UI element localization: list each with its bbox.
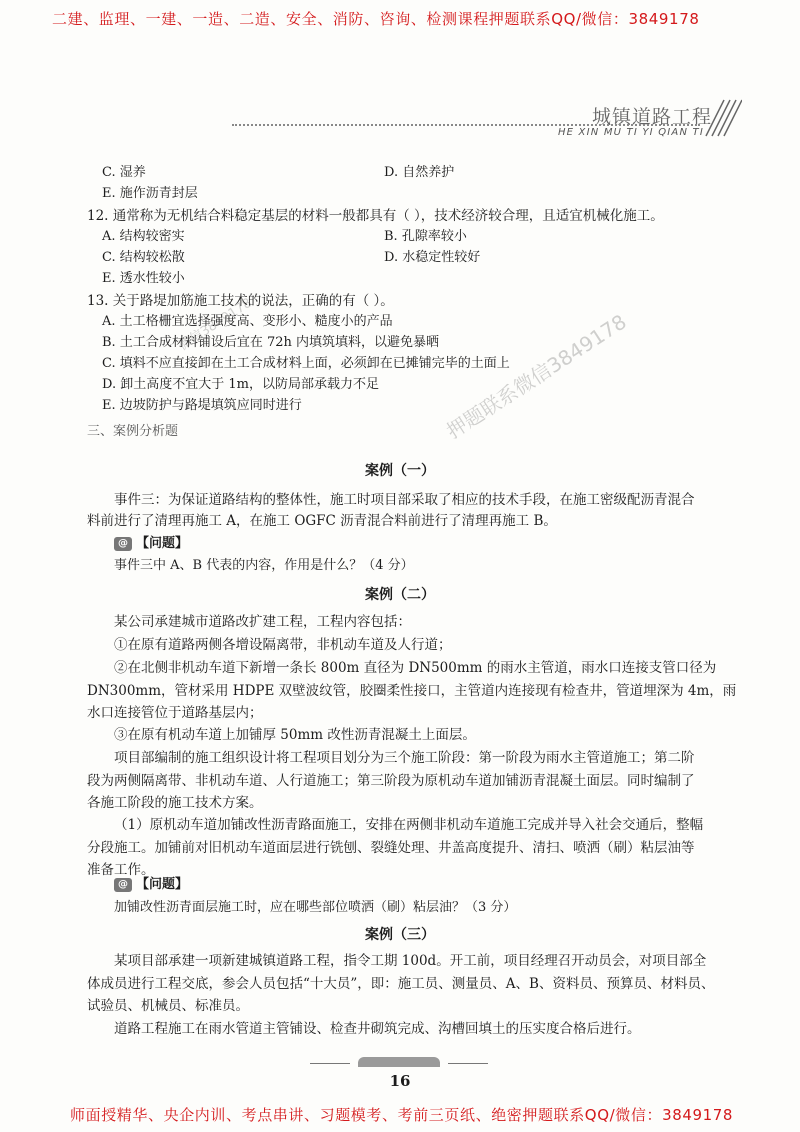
case-body-line: 分段施工。加铺前对旧机动车道面层进行铣刨、裂缝处理、井盖高度提升、清扫、喷洒（刷）粘层油等 xyxy=(87,840,695,856)
header-subtitle: HE XIN MU TI YI QIAN TI xyxy=(557,127,704,138)
case-body-line: 水口连接管位于道路基层内； xyxy=(87,705,263,721)
case-body-line: ①在原有道路两侧各增设隔离带，非机动车道及人行道； xyxy=(114,637,452,653)
option-c: C. 结构较松散 xyxy=(102,250,185,265)
case-body-line: 某项目部承建一项新建城镇道路工程，指令工期 100d。开工前，项目经理召开动员会，对项目部全 xyxy=(114,953,707,969)
question-12: 12. 通常称为无机结合料稳定基层的材料一般都具有（ ），技术经济较合理，且适宜机械化施工。 xyxy=(87,208,664,224)
option-d: D. 自然养护 xyxy=(384,165,455,180)
question-label: @ 【问题】 xyxy=(114,532,188,551)
case-body-line: 段为两侧隔离带、非机动车道、人行道施工；第三阶段为原机动车道加铺沥青混凝土面层。同时编制了 xyxy=(87,773,695,789)
case-body-line: 事件三：为保证道路结构的整体性，施工时项目部采取了相应的技术手段，在施工密级配沥青混合 xyxy=(114,492,695,508)
case-body-line: 项目部编制的施工组织设计将工程项目划分为三个施工阶段：第一阶段为雨水主管道施工；第二阶 xyxy=(114,750,695,766)
case-body-line: ②在北侧非机动车道下新增一条长 800m 直径为 DN500mm 的雨水主管道，雨水口连接支管口径为 xyxy=(114,660,717,676)
top-banner: 二建、监理、一建、一造、二造、安全、消防、咨询、检测课程押题联系QQ/微信：3849178 xyxy=(52,10,700,28)
case-title: 案例（二） xyxy=(365,587,435,603)
option-c: C. 填料不应直接卸在土工合成材料上面，必须卸在已摊铺完毕的土面上 xyxy=(102,356,510,371)
case-body-line: 试验员、机械员、标准员。 xyxy=(87,998,249,1014)
case-title: 案例（一） xyxy=(365,463,435,479)
option-a: A. 结构较密实 xyxy=(102,229,185,244)
case-body-line: 体成员进行工程交底，参会人员包括“十大员”，即：施工员、测量员、A、B、资料员、预算员、材料员、 xyxy=(87,976,715,992)
question-label: @ 【问题】 xyxy=(114,873,188,892)
option-d: D. 水稳定性较好 xyxy=(384,250,481,265)
case-body-line: 准备工作。 xyxy=(87,862,155,878)
header-decoration xyxy=(698,96,742,140)
option-b: B. 孔隙率较小 xyxy=(384,229,467,244)
case-body-line: 各施工阶段的施工技术方案。 xyxy=(87,795,263,811)
footer-rule xyxy=(310,1063,350,1064)
option-a: A. 土工格栅宜选择强度高、变形小、糙度小的产品 xyxy=(102,314,393,329)
option-e: E. 施作沥青封层 xyxy=(102,186,198,201)
question-13: 13. 关于路堤加筋施工技术的说法，正确的有（ ）。 xyxy=(87,293,394,309)
case-body-line: ③在原有机动车道上加铺厚 50mm 改性沥青混凝土上面层。 xyxy=(114,727,476,743)
case-question: 事件三中 A、B 代表的内容，作用是什么？（4 分） xyxy=(114,558,414,573)
case-question: 加铺改性沥青面层施工时，应在哪些部位喷洒（刷）粘层油？（3 分） xyxy=(114,900,517,915)
question-icon: @ xyxy=(114,537,132,551)
option-e: E. 边坡防护与路堤填筑应同时进行 xyxy=(102,398,302,413)
case-body-line: 料前进行了清理再施工 A，在施工 OGFC 沥青混合料前进行了清理再施工 B。 xyxy=(87,513,557,529)
footer-tab xyxy=(358,1057,440,1067)
section-heading: 三、案例分析题 xyxy=(87,424,179,439)
case-body-line: 某公司承建城市道路改扩建工程，工程内容包括： xyxy=(114,614,411,630)
watermark: 押题联系微信3849178 xyxy=(442,309,631,444)
page-number: 16 xyxy=(389,1072,411,1090)
case-title: 案例（三） xyxy=(365,927,435,943)
case-body-line: DN300mm，管材采用 HDPE 双壁波纹管，胶圈柔性接口，主管道内连接现有检查井，管道埋深为 4m，雨 xyxy=(87,683,737,699)
bottom-banner: 师面授精华、央企内训、考点串讲、习题模考、考前三页纸、绝密押题联系QQ/微信：3849178 xyxy=(70,1106,734,1124)
option-e: E. 透水性较小 xyxy=(102,271,185,286)
option-d: D. 卸土高度不宜大于 1m，以防局部承载力不足 xyxy=(102,377,379,392)
footer-rule xyxy=(448,1063,488,1064)
case-body-line: 道路工程施工在雨水管道主管铺设、检查井砌筑完成、沟槽回填土的压实度合格后进行。 xyxy=(114,1021,641,1037)
header-rule xyxy=(232,124,700,126)
watermark: 微信3849178 xyxy=(176,295,255,354)
case-body-line: （1）原机动车道加铺改性沥青路面施工，安排在两侧非机动车道施工完成并导入社会交通后，整幅 xyxy=(114,817,704,833)
question-icon: @ xyxy=(114,878,132,892)
option-b: B. 土工合成材料铺设后宜在 72h 内填筑填料，以避免暴晒 xyxy=(102,335,439,350)
option-c: C. 湿养 xyxy=(102,165,146,180)
section-title: 城镇道路工程 xyxy=(591,106,712,128)
